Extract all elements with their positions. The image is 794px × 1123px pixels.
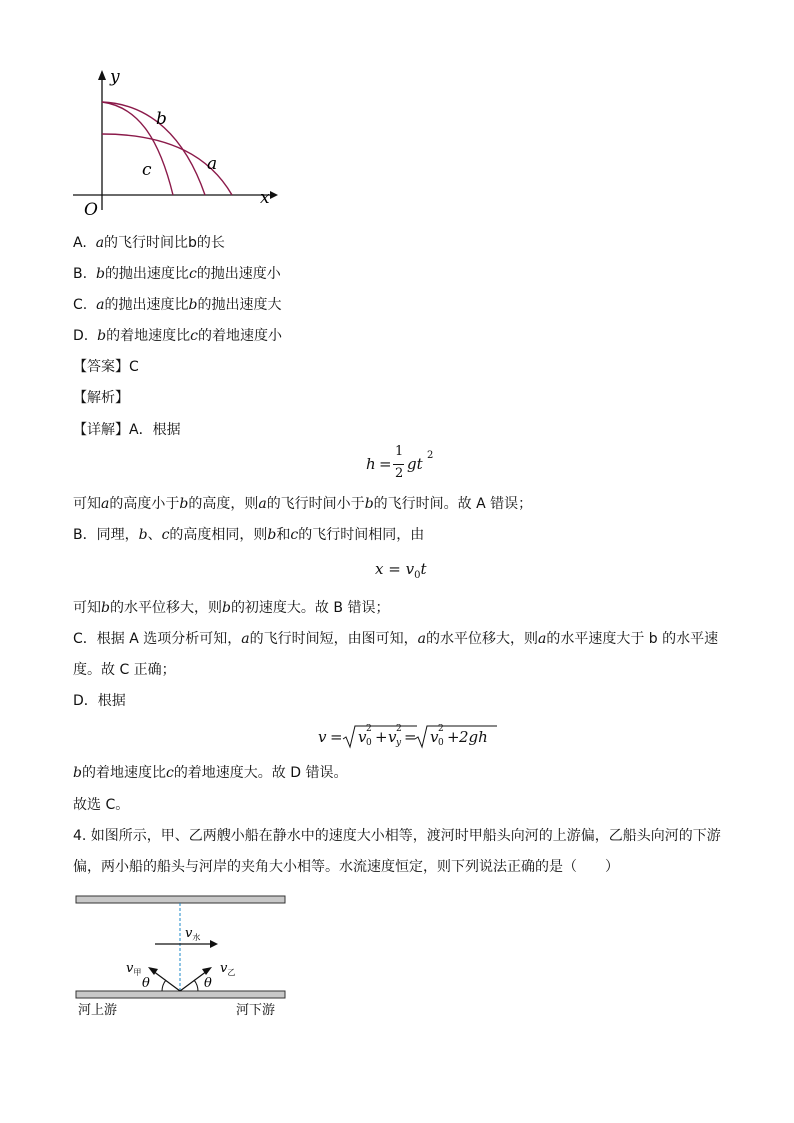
bottom-bank (76, 991, 285, 998)
curve-b-label: b (156, 109, 167, 129)
answer: 【答案】C (73, 359, 139, 375)
paragraph-4-cont: 度。故 C 正确； (73, 662, 176, 678)
projectile-graph (70, 62, 290, 222)
angle-arc-left (162, 980, 166, 991)
v-jia-arrow (153, 971, 180, 991)
detail-intro: 【详解】A．根据 (73, 422, 181, 438)
question-4-line-1: 4. 如图所示，甲、乙两艘小船在静水中的速度大小相等，渡河时甲船头向河的上游偏，乙船头向河的下游 (73, 828, 721, 844)
y-axis-arrow (98, 70, 106, 80)
downstream-label: 河下游 (236, 1003, 276, 1018)
option-a: A. a的飞行时间比b的长 (73, 235, 225, 251)
curve-c-label: c (142, 160, 152, 180)
theta-left: θ (142, 976, 150, 991)
equation-x: $x = v_0t$ (375, 560, 427, 581)
v-yi-arrow (180, 971, 207, 991)
river-diagram (70, 890, 300, 1025)
question-4-line-2: 偏，两小船的船头与河岸的夹角大小相等。水流速度恒定，则下列说法正确的是（ ） (73, 859, 619, 875)
equation-h: h = 1 2 gt 2 (366, 444, 434, 481)
paragraph-2: B．同理，b、c的高度相同，则b和c的飞行时间相同，由 (73, 527, 425, 543)
curve-a-label: a (207, 154, 218, 174)
y-label: y (110, 67, 120, 87)
water-arrow-head (210, 940, 218, 948)
angle-arc-right (194, 980, 198, 991)
paragraph-6: b的着地速度比c的着地速度大。故 D 错误。 (73, 765, 348, 781)
theta-right: θ (204, 976, 212, 991)
equation-v: v = v 2 0 + v 2 y = v 2 0 + 2gh (318, 724, 488, 752)
paragraph-1: 可知a的高度小于b的高度，则a的飞行时间小于b的飞行时间。故 A 错误； (73, 496, 533, 512)
option-c: C. a的抛出速度比b的抛出速度大 (73, 297, 282, 313)
x-axis-arrow (270, 191, 278, 199)
analysis-label: 【解析】 (73, 390, 129, 406)
paragraph-4: C．根据 A 选项分析可知，a的飞行时间短，由图可知，a的水平位移大，则a的水平速度大于 b 的水平速 (73, 631, 719, 647)
curve-b (102, 102, 205, 195)
option-b: B. b的抛出速度比c的抛出速度小 (73, 266, 281, 282)
conclusion: 故选 C。 (73, 797, 130, 813)
upstream-label: 河上游 (78, 1003, 118, 1018)
v-water-label: $v_水$ (185, 926, 201, 942)
v-jia-label: $v_甲$ (126, 961, 142, 977)
paragraph-3: 可知b的水平位移大，则b的初速度大。故 B 错误； (73, 600, 390, 616)
top-bank (76, 896, 285, 903)
option-d: D. b的着地速度比c的着地速度小 (73, 328, 282, 344)
v-yi-label: $v_乙$ (220, 961, 236, 977)
x-label: x (260, 188, 270, 208)
origin-label: O (84, 200, 98, 220)
paragraph-5: D．根据 (73, 693, 126, 709)
